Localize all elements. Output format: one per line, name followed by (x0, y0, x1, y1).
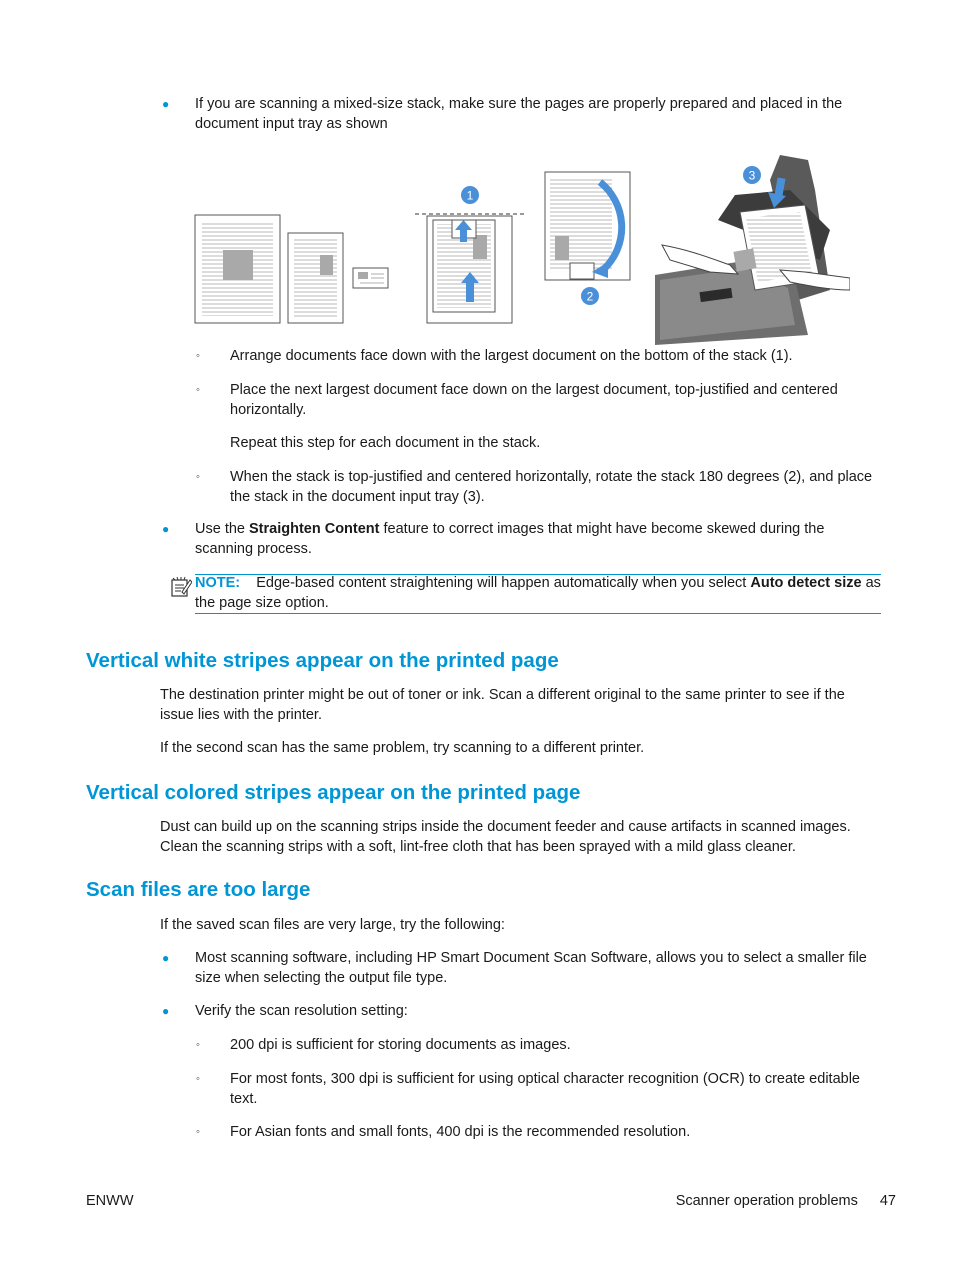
sub-bullet-marker: ◦ (196, 1126, 200, 1138)
note-text (195, 574, 885, 613)
note-post: as the page size option. (195, 575, 881, 611)
note-pre: Edge-based content straightening will happen automatically when you select (256, 575, 751, 591)
section-heading-files-too-large: Scan files are too large (86, 878, 311, 901)
callout-3-label: 3 (748, 168, 756, 183)
large-page-illustration (195, 215, 280, 323)
sub-step-1: Arrange documents face down with the largest document on the bottom of the stack (1). (230, 348, 793, 364)
medium-page-illustration (288, 233, 343, 323)
bullet-marker: ● (162, 522, 170, 536)
straighten-feature-name: Straighten Content (249, 521, 380, 537)
sub-bullet-marker: ◦ (196, 1039, 200, 1051)
section3-bullet-2: Verify the scan resolution setting: (195, 1003, 408, 1019)
sub-bullet-marker: ◦ (196, 350, 200, 362)
straighten-post: feature to correct images that might have become skewed during the scanning process. (195, 521, 825, 557)
footer-left: ENWW (86, 1193, 134, 1209)
intro-bullet-text: If you are scanning a mixed-size stack, make sure the pages are properly prepared and placed in the document input tray as shown (195, 96, 843, 132)
small-card-illustration (353, 268, 388, 288)
page-number: 47 (879, 1193, 896, 1209)
straighten-pre: Use the (195, 521, 249, 537)
bullet-marker: ● (162, 951, 170, 965)
resolution-item-3: For Asian fonts and small fonts, 400 dpi is the recommended resolution. (230, 1124, 691, 1140)
note-option-name: Auto detect size (750, 575, 862, 591)
section3-intro: If the saved scan files are very large, try the following: (160, 917, 505, 933)
sub-step-2-extra: Repeat this step for each document in the stack. (230, 435, 541, 451)
callout-1-label: 1 (466, 188, 474, 203)
stack-preparation-figure (190, 150, 850, 345)
footer-section-title: Scanner operation problems (675, 1193, 858, 1209)
section1-para2: If the second scan has the same problem, try scanning to a different printer. (160, 740, 645, 756)
section-heading-colored-stripes: Vertical colored stripes appear on the printed page (86, 781, 581, 804)
resolution-item-1: 200 dpi is sufficient for storing documents as images. (230, 1037, 571, 1053)
section-heading-white-stripes: Vertical white stripes appear on the printed page (86, 649, 559, 672)
sub-step-2: Place the next largest document face down on the largest document, top-justified and centered horizontally. (230, 382, 838, 418)
note-icon (170, 576, 192, 598)
resolution-item-2: For most fonts, 300 dpi is sufficient for using optical character recognition (OCR) to create editable text. (230, 1071, 860, 1107)
section3-bullet-1: Most scanning software, including HP Smart Document Scan Software, allows you to select a smaller file size when selecting the output file type. (195, 950, 867, 986)
stacked-pages-illustration (415, 214, 527, 323)
sub-bullet-marker: ◦ (196, 471, 200, 483)
section1-para1: The destination printer might be out of toner or ink. Scan a different original to the same printer to see if the issue lies with the printer. (160, 687, 845, 723)
bullet-marker: ● (162, 1004, 170, 1018)
note-label: NOTE: (195, 575, 241, 591)
sub-bullet-marker: ◦ (196, 1073, 200, 1085)
sub-bullet-marker: ◦ (196, 384, 200, 396)
callout-2-label: 2 (586, 289, 594, 304)
footer-right (676, 1192, 896, 1212)
section2-para1: Dust can build up on the scanning strips inside the document feeder and cause artifacts in scanned images. Clean the scanning strips with a soft, lint-free cloth that has been sprayed with a mild glass cleaner. (160, 819, 851, 855)
rotated-stack-illustration (545, 172, 630, 280)
sub-step-3: When the stack is top-justified and centered horizontally, rotate the stack 180 degrees (2), and place the stack in the document input tray (3). (230, 469, 873, 505)
straighten-bullet-text (195, 520, 875, 559)
bullet-marker: ● (162, 97, 170, 111)
